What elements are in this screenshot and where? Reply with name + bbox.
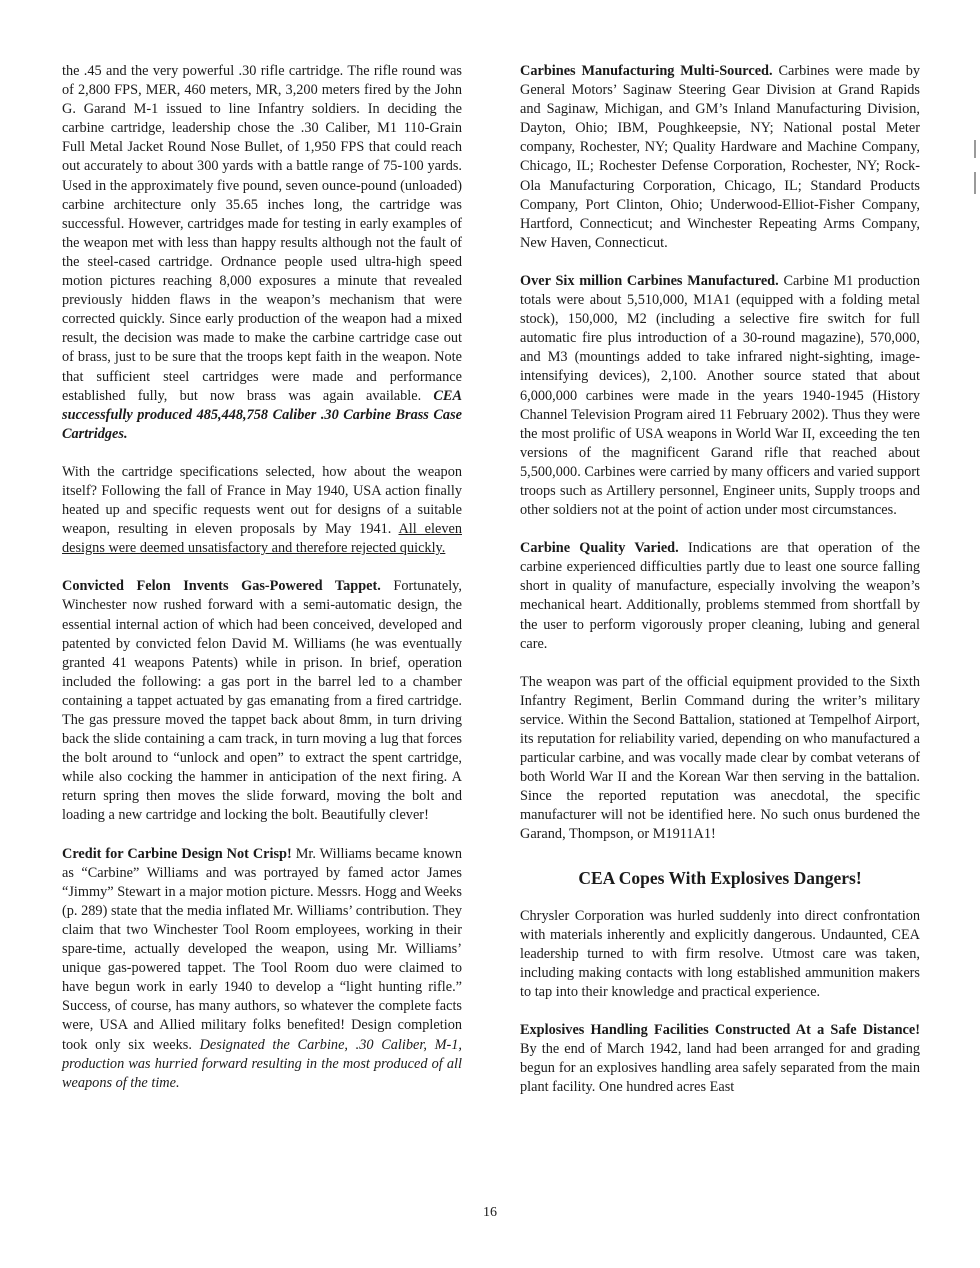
emphasis-text: CEA successfully produced 485,448,758 Caliber .30 Carbine Brass Case Cartridges. bbox=[62, 387, 462, 442]
emphasis-text: Designated the Carbine, .30 Caliber, M-1, production was hurried forward resulting in the most produced of all weapons of the time. bbox=[62, 1036, 462, 1091]
margin-scan-mark bbox=[974, 140, 976, 158]
paragraph-text: With the cartridge specifications selected, how about the weapon itself? Following the fall of France in May 1940, USA action finally heated up and specific requests went out for designs of a suitable weapon, resulting in eleven proposals by May 1941. bbox=[62, 463, 462, 538]
paragraph-text: Chrysler Corporation was hurled suddenly into direct confrontation with materials inherently and explicitly dangerous. Undaunted, CEA leadership turned to with firm resolve. Utmost care was taken, including making contacts with long established ammunition makers to tap into their knowledge and practical experience. bbox=[520, 907, 920, 1000]
paragraph-explosives-facilities bbox=[520, 1021, 920, 1097]
paragraph-text: Mr. Williams became known as “Carbine” Williams and was portrayed by famed actor James “Jimmy” Stewart in a major motion picture. Messrs. Hogg and Weeks (p. 289) state that the media inflated Mr. Williams’ contribution. They claim that two Winchester Tool Room employees, working in their spare-time, actually developed the weapon, using Mr. Williams’ unique gas-powered tappet. The Tool Room duo were claimed to have begun work in early 1940 to develop a “light hunting rifle.” Success, of course, has many authors, so whatever the complete facts were, USA and Allied military folks benefited! Design completion took only six weeks. bbox=[62, 845, 463, 1053]
underlined-text: All eleven designs were deemed unsatisfactory and therefore rejected quickly. bbox=[62, 521, 462, 557]
paragraph-text: Indications are that operation of the carbine experienced difficulties partly due to least one source falling short in quality of manufacture, especially involving the weapon’s mechanical heart. Additionally, problems stemmed from shortfall by the user to perform vigorously proper cleaning, lubing and general care. bbox=[520, 540, 921, 652]
paragraph-weapon-proposals bbox=[62, 463, 462, 558]
paragraph-chrysler bbox=[520, 907, 920, 1002]
paragraph-berlin-command bbox=[520, 673, 920, 845]
paragraph-text: By the end of March 1942, land had been arranged for and grading begun for an explosives handling area safely separated from the main plant facility. One hundred acres East bbox=[520, 1041, 920, 1096]
paragraph-manufacturers bbox=[520, 62, 920, 253]
paragraph-heading: Explosives Handling Facilities Constructed At a Safe Distance! bbox=[520, 1022, 920, 1039]
paragraph-text: Fortunately, Winchester now rushed forward with a semi-automatic design, the essential internal action of which had been conceived, developed and patented by convicted felon David M. Williams (he was eventually granted 41 weapons Patents) while in prison. In brief, operation included the following: a gas port in the barrel led to a chamber containing a tappet actuated by gas emanating from a fired cartridge. The gas pressure moved the tappet back about 8mm, in turn driving back the slide containing a cam track, in turn moving a lug that forces the bolt around to “unlock and open” to extract the spent cartridge, while also cocking the hammer in anticipation of the next firing. A return spring then moves the slide forward, moving the bolt and loading a new cartridge and locking the bolt. Beautifully clever! bbox=[62, 578, 462, 824]
paragraph-text: The weapon was part of the official equipment provided to the Sixth Infantry Regiment, Berlin Command during the writer’s military service. Within the Second Battalion, stationed at Tempelhof Airport, its reputation for reliability varied, depending on who manufactured a particular carbine, and was vocally made clear by combat veterans of both World War II and the Korean War then serving in the battalion. Since the reported reputation was anecdotal, the specific manufacturer will not be identified here. No such onus burdened the Garand, Thompson, or M1911A1! bbox=[520, 673, 920, 843]
paragraph-production-totals bbox=[520, 272, 920, 520]
margin-scan-mark bbox=[974, 172, 976, 194]
paragraph-heading: Carbines Manufacturing Multi-Sourced. bbox=[520, 63, 773, 79]
page-number: 16 bbox=[483, 1205, 497, 1220]
paragraph-text: Carbine M1 production totals were about 5,510,000, M1A1 (equipped with a folding metal stock), 150,000, M2 (including a selective fire switch for full automatic fire plus introduction of a 30-round magazine), 570,000, and M3 (mountings added to take infrared night-sighting, image-intensifying devices), 2,100. Another source stated that about 6,000,000 carbines were made in the years 1940-1945 (History Channel Television Program aired 11 February 2002). Thus they were the most prolific of USA weapons in World War II, exceeding the ten versions of the magnificent Garand rifle that reached about 5,500,000. Carbines were carried by many officers and varied support troops such as Artillery personnel, Engineer units, Supply troops and other soldiers not at the point of action under most circumstances. bbox=[520, 272, 920, 519]
paragraph-heading: Credit for Carbine Design Not Crisp! bbox=[62, 845, 292, 862]
paragraph-cartridge bbox=[62, 62, 462, 444]
paragraph-heading: Convicted Felon Invents Gas-Powered Tappet. bbox=[62, 578, 381, 595]
right-column bbox=[520, 62, 920, 1097]
paragraph-gas-tappet bbox=[62, 577, 462, 825]
paragraph-text: Carbines were made by General Motors’ Saginaw Steering Gear Division at Grand Rapids and Saginaw, Michigan, and GM’s Inland Manufacturing Division, Dayton, Ohio; IBM, Poughkeepsie, NY; National postal Meter company, Rochester, NY; Quality Hardware and Machine Company, Chicago, IL; Rochester Defense Corporation, Rochester, NY; Rock-Ola Manufacturing Corporation, Chicago, IL; Standard Products Company, Port Clinton, Ohio; Underwood-Elliot-Fisher Company, Hartford, Connecticut; and Winchester Repeating Arms Company, New Haven, Connecticut. bbox=[520, 63, 920, 251]
paragraph-heading: Over Six million Carbines Manufactured. bbox=[520, 272, 779, 289]
left-column bbox=[62, 62, 462, 1093]
paragraph-text: the .45 and the very powerful .30 rifle cartridge. The rifle round was of 2,800 FPS, MER, 460 meters, MR, 3,200 meters fired by the John G. Garand M-1 issued to line Infantry soldiers. In deciding the carbine cartridge, leadership chose the .30 Caliber, M1 110-Grain Full Metal Jacket Round Nose Bullet, of 1,950 FPS that could reach out accurately to about 300 yards with a battle range of 75-100 yards. Used in the approximately five pound, seven ounce-pound (unloaded) carbine architecture only 35.65 inches long, the cartridge was successful. However, cartridges made for testing in early examples of the weapon met with less than happy results although not the fault of the steel-cased cartridge. Ordnance people used ultra-high speed motion pictures reaching 8,000 exposures a minute that revealed previously hidden flaws in the weapon’s mechanism that were corrected quickly. Since early production of the weapon had a mixed result, the decision was made to make the carbine cartridge case out of brass, just to be sure that the troops kept faith in the weapon. Note that sufficient steel cartridges were made and performance established fully, but now brass was again available. bbox=[62, 63, 462, 404]
section-title: CEA Copes With Explosives Dangers! bbox=[578, 867, 862, 888]
paragraph-design-credit bbox=[62, 845, 462, 1093]
paragraph-quality bbox=[520, 539, 920, 654]
paragraph-heading: Carbine Quality Varied. bbox=[520, 540, 679, 557]
